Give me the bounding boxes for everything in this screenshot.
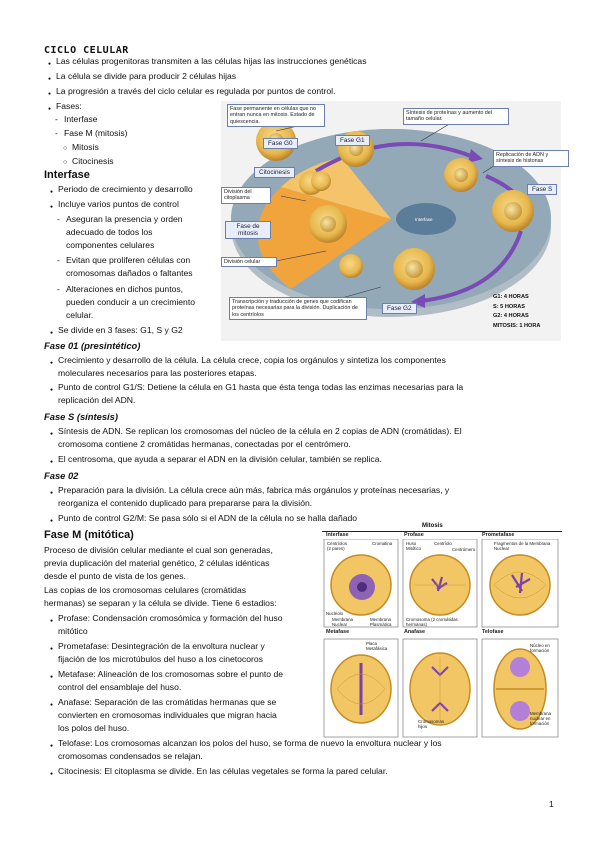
cell-label: Núcleo en formación [530,643,550,653]
cell-label: Fragmentos de la Membrana Nuclear [494,541,551,551]
list-item: ● El centrosoma, que ayuda a separar el ADN en la división celular, también se replica. [58,454,382,466]
cell-label: Membrana Plasmática [370,617,392,627]
label-sintesis-description: Síntesis de proteínas y aumento del tamaño celular. [403,108,509,125]
phase-label-mitosis: Fase de mitosis [225,221,271,239]
phase-label-g1: Fase G1 [335,135,370,146]
list-item: ● Se divide en 3 fases: G1, S y G2 [58,325,183,337]
list-item: ● Prometafase: Desintegración de la envoltura nuclear y [58,641,265,653]
list-item: ● Punto de control G2/M: Se pasa sólo si el ADN de la célula no se halla dañado [58,513,357,525]
list-item: ● Citocinesis: El citoplasma se divide. En las células vegetales se forma la pared celular. [58,766,388,778]
list-item: ● Profase: Condensación cromosómica y formación del huso [58,613,283,625]
intro-item: ● La progresión a través del ciclo celular es regulada por puntos de control. [56,86,335,98]
stage-label-telofase: Telofase [482,629,504,635]
cell-label: Huso Mitótico [406,541,422,551]
phase-label-s: Fase S [527,184,557,195]
paragraph-line: Las copias de los cromosomas celulares (cromátidas [44,585,247,595]
fases-label: ● Fases: [56,101,82,113]
cell-image [444,158,478,192]
mitosis-cells-diagram [322,539,562,738]
g2-heading: Fase 02 [44,470,79,481]
list-item: pueden conducir a un crecimiento [66,297,195,307]
phase-label-g2: Fase G2 [382,303,417,314]
list-item: ● Crecimiento y desarrollo de la célula. La célula crece, copia los orgánulos y sintetiza los componentes [58,355,446,367]
paragraph-line: desde el punto de vista de los genes. [44,571,186,581]
intro-item: ● La célula se divide para producir 2 células hijas [56,71,236,83]
interfase-center-label: Interfase [415,217,433,222]
label-g0-description: Fase permanente en células que no entran nunca en mitosis. Estado de quiescencia. [227,104,325,127]
intro-item: ● Las células progenitoras transmiten a las células hijas las instrucciones genéticas [56,56,367,68]
cell-image [339,254,363,278]
cell-label: Nucléolo [326,611,344,616]
list-item: ● Periodo de crecimiento y desarrollo [58,184,193,196]
list-item: ● Metafase: Alineación de los cromosomas sobre el punto de [58,669,283,681]
list-item: cromosomas dañados o faltantes [66,268,193,278]
label-replicacion-description: Replicación de ADN y síntesis de histonas [493,150,569,167]
label-transcripcion-description: Transcripción y traducción de genes que codifican proteínas necesarias para la división. Duplicación de los centríolos [229,297,367,320]
stage-label-interfase: Interfase [326,532,349,538]
cell-image [492,190,534,232]
phase-label-g0: Fase G0 [263,138,298,149]
cell-image [309,205,347,243]
cell-label: Centríolo [434,541,452,546]
list-item: adecuado de todos los [66,227,153,237]
list-item: celular. [66,310,94,320]
cell-label: Membrana Nuclear [332,617,353,627]
list-item: los polos del huso. [58,723,130,733]
list-item: - Evitan que proliferen células con [66,255,190,267]
paragraph-line: previa duplicación del material genético, 2 células idénticas [44,558,270,568]
cell-label: Centríolos (2 pares) [327,541,348,551]
list-item: ● Anafase: Separación de las cromátidas hermanas que se [58,697,276,709]
list-item: - Aseguran la presencia y orden [66,214,183,226]
list-item: cromosoma contiene 2 cromátidas hermanas, conectadas por el centrómero. [58,439,351,449]
list-item: mitótico [58,626,88,636]
list-item: moleculares necesarios para las posteriores etapas. [58,368,257,378]
page-number: 1 [549,799,554,809]
mitosis-figure [322,523,562,738]
cell-label: Membrana nuclear en formación [530,711,551,726]
list-item: fijación de los microtúbulos del huso a los cinetocoros [58,654,263,664]
duration-g1: G1: 4 HORAS [493,294,529,300]
list-item: ● Punto de control G1/S: Detiene la célula en G1 hasta que ésta tenga todas las enzimas necesarias para la [58,382,463,394]
phase-label-citocinesis: Citocinesis [254,167,295,178]
stage-label-profase: Profase [404,532,424,538]
fases-subitem: ○ Citocinesis [72,156,114,168]
cell-image [393,248,435,290]
stage-label-prometafase: Prometafase [482,532,515,538]
list-item: ● Telofase: Los cromosomas alcanzan los polos del huso, se forma de nuevo la envoltura nuclear y los [58,738,442,750]
fases-item: - Fase M (mitosis) [64,128,128,140]
list-item: componentes celulares [66,240,155,250]
stage-label-anafase: Anafase [404,629,425,635]
phase-durations [493,293,540,331]
paragraph-line: Proceso de división celular mediante el cual son generadas, [44,545,273,555]
list-item: ● Preparación para la división. La célula crece aún más, fabrica más orgánulos y proteínas necesarias, y [58,485,449,497]
list-item: reorganiza el contenido duplicado para prepararse para la división. [58,498,313,508]
page-title: CICLO CELULAR [44,45,129,56]
duration-g2: G2: 4 HORAS [493,313,529,319]
fases-item: - Interfase [64,114,97,126]
fases-subitem: ○ Mitosis [72,142,99,154]
list-item: ● Síntesis de ADN. Se replican los cromosomas del núcleo de la célula en 2 copias de ADN (cromátidas). El [58,426,462,438]
list-item: replicación del ADN. [58,395,136,405]
m-heading: Fase M (mitótica) [44,529,134,541]
stage-label-metafase: Metafase [326,629,350,635]
list-item: convierten en cromosomas individuales que migran hacia [58,710,277,720]
divider [322,531,562,532]
interfase-heading: Interfase [44,169,90,181]
list-item: - Alteraciones en dichos puntos, [66,284,183,296]
label-division-citoplasma: División del citoplasma [221,187,271,204]
list-item: cromosomas condensados se relajan. [58,751,203,761]
cell-label: Cromatina [372,541,393,546]
cell-label: Placa Metafásica [366,641,388,651]
label-division-celular: División celular [221,257,277,267]
mitosis-title: Mitosis [422,523,443,529]
list-item: ● Incluye varios puntos de control [58,199,179,211]
g1-heading: Fase 01 (presintético) [44,340,141,351]
paragraph-line: hermanas) se separan y la célula se divide. Tiene 6 estadios: [44,598,277,608]
duration-s: S: 5 HORAS [493,303,526,310]
s-heading: Fase S (síntesis) [44,411,118,422]
cell-label: Cromosoma (2 cromátidas hermanas) [406,617,458,627]
duration-mitosis: MITOSIS: 1 HORA [493,322,541,329]
cell-label: Centrómero [452,547,476,552]
list-item: control del ensamblaje del huso. [58,682,182,692]
cell-cycle-figure [221,101,561,341]
cell-label: Cromosomas hijos [418,719,445,729]
